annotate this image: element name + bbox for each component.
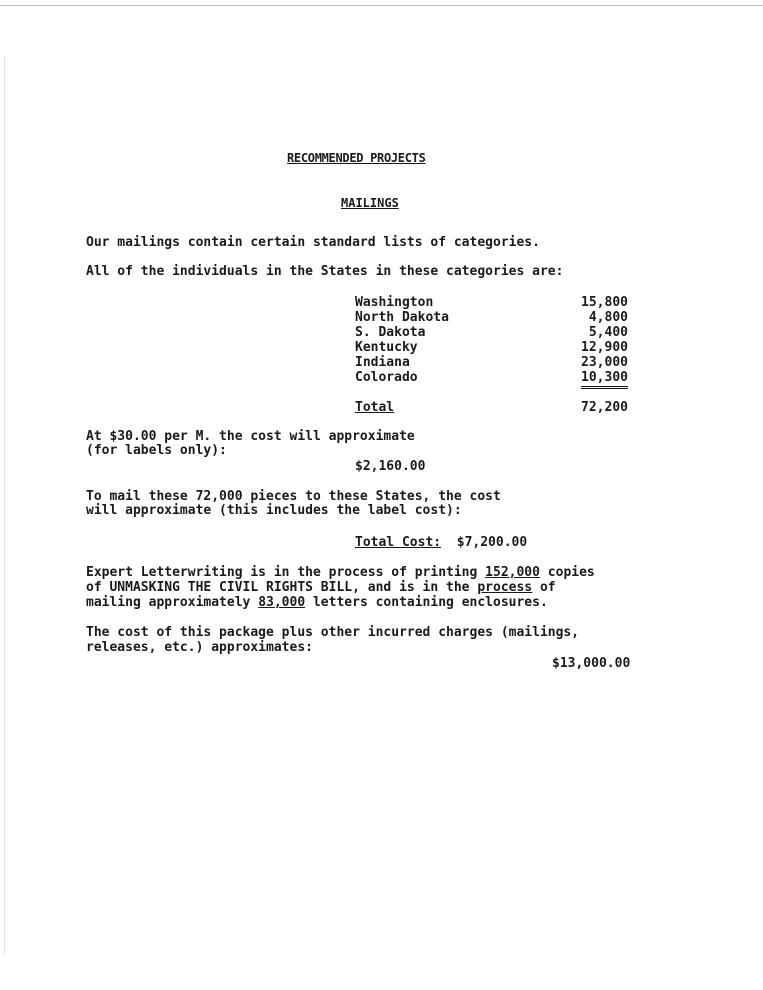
package-cost-line-2: releases, etc.) approximates: xyxy=(86,640,313,655)
mail-cost-line-1: To mail these 72,000 pieces to these States, the cost xyxy=(86,489,501,504)
letters-count: 83,000 xyxy=(258,595,306,610)
text-run: mailing approximately xyxy=(86,595,259,610)
section-title: MAILINGS xyxy=(341,196,399,210)
letterwriting-line-2 xyxy=(86,580,556,595)
state-name: North Dakota xyxy=(355,310,449,325)
package-cost-line-1: The cost of this package plus other incurred charges (mailings, xyxy=(86,625,580,640)
state-name: Colorado xyxy=(355,370,418,385)
letterwriting-line-1 xyxy=(86,565,595,580)
intro-line-2: All of the individuals in the States in these categories are: xyxy=(86,264,564,279)
text-run: of xyxy=(532,580,556,595)
state-count: 10,300 xyxy=(581,370,628,389)
state-name: Washington xyxy=(355,295,434,310)
text-run: letters containing enclosures. xyxy=(305,595,548,610)
process-word: process xyxy=(477,580,533,595)
state-count-last xyxy=(540,370,628,385)
total-cost-label: Total Cost: xyxy=(355,535,442,550)
letterwriting-line-3 xyxy=(86,595,548,610)
text-run: Expert Letterwriting is in the process of printing xyxy=(86,565,486,580)
total-cost-value: $7,200.00 xyxy=(456,535,528,550)
page-title: RECOMMENDED PROJECTS xyxy=(287,151,426,165)
text-run: of UNMASKING THE CIVIL RIGHTS BILL, and is in the xyxy=(86,580,478,595)
state-count: 12,900 xyxy=(581,340,628,355)
labels-cost-line-2: (for labels only): xyxy=(86,443,227,458)
text-run: copies xyxy=(539,565,595,580)
state-count: 15,800 xyxy=(581,295,628,310)
labels-cost-line-1: At $30.00 per M. the cost will approximate xyxy=(86,429,415,444)
state-name: Indiana xyxy=(355,355,410,370)
state-count: 4,800 xyxy=(588,310,628,325)
state-name: S. Dakota xyxy=(355,325,426,340)
state-count: 23,000 xyxy=(581,355,628,370)
mail-cost-line-2: will approximate (this includes the label cost): xyxy=(86,503,462,518)
state-name: Kentucky xyxy=(355,340,418,355)
labels-cost-amount: $2,160.00 xyxy=(355,459,426,474)
mail-total-row xyxy=(355,535,527,550)
package-cost-amount: $13,000.00 xyxy=(552,656,631,671)
intro-line-1: Our mailings contain certain standard lists of categories. xyxy=(86,235,540,250)
total-cost-gap xyxy=(441,535,457,550)
total-value: 72,200 xyxy=(581,400,628,415)
page-top-edge xyxy=(0,5,763,6)
state-count: 5,400 xyxy=(588,325,628,340)
copies-count: 152,000 xyxy=(485,565,540,580)
page-left-edge xyxy=(4,55,5,955)
total-label: Total xyxy=(355,400,395,415)
